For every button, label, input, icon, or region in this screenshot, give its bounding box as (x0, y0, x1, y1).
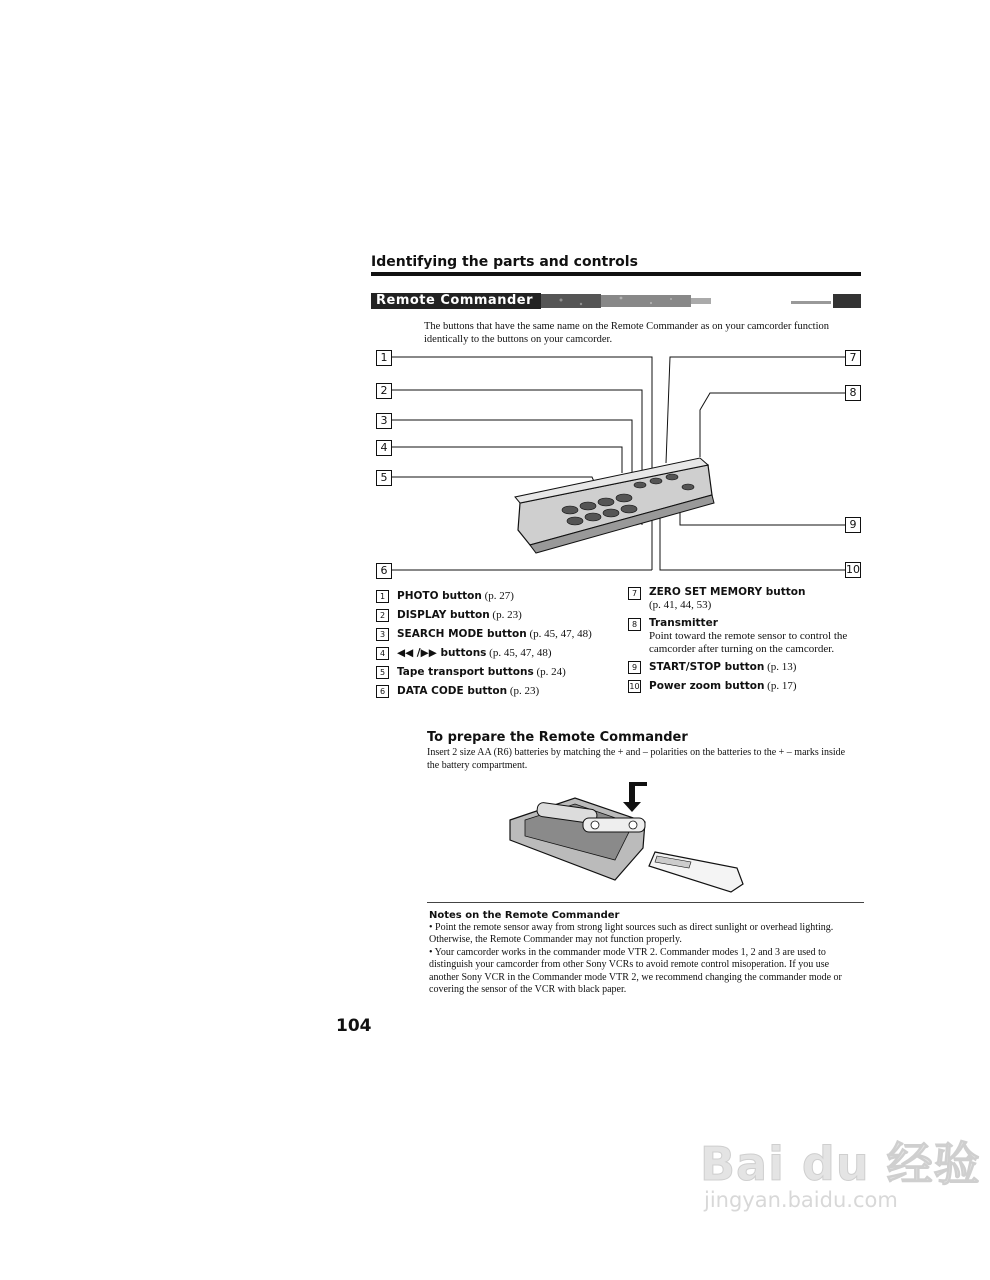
callout-10: 10 (846, 563, 860, 576)
banner-title: Remote Commander (376, 293, 533, 308)
list-item (376, 663, 616, 681)
list-item (628, 677, 860, 695)
notes-rule (427, 902, 864, 903)
battery-illustration (505, 780, 755, 900)
item-label: PHOTO button (397, 590, 482, 602)
prepare-title: To prepare the Remote Commander (427, 730, 688, 745)
item-ref: (p. 45, 47, 48) (489, 647, 552, 659)
item-ref: (p. 45, 47, 48) (529, 628, 592, 640)
item-ref: (p. 13) (767, 661, 797, 673)
battery-2 (583, 818, 645, 832)
callout-9: 9 (845, 517, 861, 533)
item-label: DISPLAY button (397, 609, 490, 621)
watermark-brand: Bai du 经验 (700, 1137, 981, 1191)
item-ref: (p. 27) (484, 590, 514, 602)
callout-5: 5 (376, 470, 392, 486)
item-number: 10 (629, 682, 640, 691)
parts-list-left (376, 587, 616, 701)
callout-4: 4 (376, 440, 392, 456)
item-label: Transmitter (649, 617, 718, 629)
item-ref: (p. 23) (492, 609, 522, 621)
item-ref: (p. 41, 44, 53) (649, 599, 712, 611)
watermark-url: jingyan.baidu.com (704, 1188, 898, 1212)
item-number: 4 (376, 647, 389, 660)
intro-text: The buttons that have the same name on the Remote Commander as on your camcorder function identically to the buttons on your camcorder. (424, 321, 830, 345)
item-number: 2 (376, 609, 389, 622)
remote-body (515, 458, 714, 553)
page-number: 104 (336, 1016, 372, 1036)
item-label: ZERO SET MEMORY button (649, 586, 806, 598)
item-label: ◀◀ /▶▶ buttons (397, 647, 487, 659)
list-item (376, 682, 616, 700)
item-number: 1 (376, 590, 389, 603)
heading-rule (371, 272, 861, 276)
list-item (376, 587, 616, 605)
item-ref: (p. 23) (509, 685, 540, 697)
item-description: Point toward the remote sensor to control the camcorder after turning on the camcorder. (649, 630, 848, 655)
battery-cover (649, 852, 743, 892)
callout-8: 8 (845, 385, 861, 401)
list-item (628, 658, 860, 676)
remote-commander-diagram (370, 345, 865, 580)
item-number: 9 (628, 661, 641, 674)
callout-2: 2 (376, 383, 392, 399)
item-label: SEARCH MODE button (397, 628, 527, 640)
parts-list-right (628, 584, 860, 696)
callout-1: 1 (376, 350, 392, 366)
notes-title: Notes on the Remote Commander (429, 910, 620, 921)
baidu-watermark (700, 1128, 981, 1212)
item-number: 5 (376, 666, 389, 679)
item-ref: (p. 17) (767, 680, 797, 692)
list-item (628, 615, 860, 656)
note-item: • Point the remote sensor away from strong light sources such as direct sunlight or overhead lighting. Otherwise, the Remote Commander may not function properly. (429, 922, 834, 946)
list-item (628, 584, 860, 612)
callout-3: 3 (376, 413, 392, 429)
item-label: Tape transport buttons (397, 666, 534, 678)
item-label: Power zoom button (649, 680, 765, 692)
item-number: 3 (376, 628, 389, 641)
section-title: Identifying the parts and controls (371, 254, 638, 270)
item-label: START/STOP button (649, 661, 765, 673)
item-number: 6 (376, 685, 389, 698)
prepare-text: Insert 2 size AA (R6) batteries by matching the + and – polarities on the batteries to the + – marks inside the battery compartment. (427, 747, 846, 771)
notes-body (429, 922, 859, 996)
callout-7: 7 (845, 350, 861, 366)
item-number: 8 (628, 618, 641, 631)
list-item (376, 625, 616, 643)
list-item (376, 606, 616, 624)
callout-6: 6 (376, 563, 392, 579)
note-item: • Your camcorder works in the commander mode VTR 2. Commander modes 1, 2 and 3 are used to distinguish your camcorder from other Sony VCRs to avoid remote control misoperation. If you use another Sony VCR in the Commander mode VTR 2, we recommend changing the commander mode or covering the sensor of the VCR with black paper. (429, 946, 842, 996)
list-item (376, 644, 616, 662)
item-label: DATA CODE button (397, 685, 508, 697)
item-ref: (p. 24) (536, 666, 566, 678)
arrow-down-icon (623, 782, 647, 812)
item-number: 7 (628, 587, 641, 600)
